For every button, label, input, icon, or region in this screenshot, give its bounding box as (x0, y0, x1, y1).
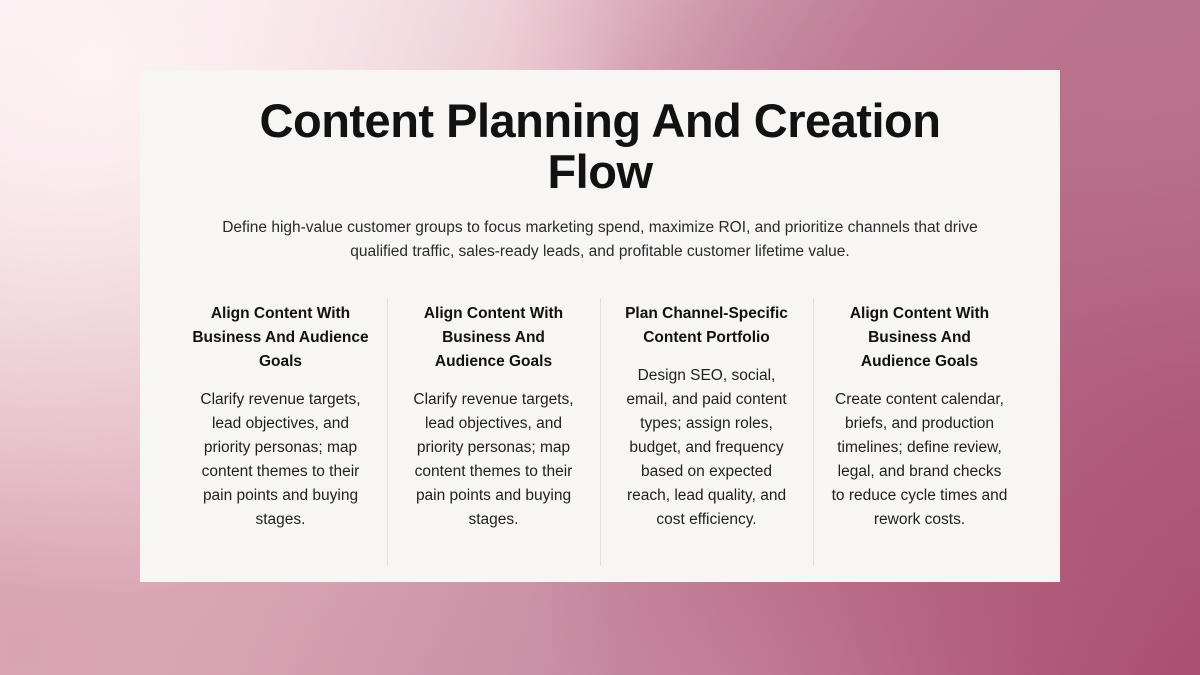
column-heading: Align Content With Business And Audience Goals (192, 304, 369, 370)
column-body: Clarify revenue targets, lead objectives, and priority personas; map content themes to their pain points and buying stages. (200, 390, 361, 528)
column-heading: Plan Channel-Specific Content Portfolio (625, 304, 788, 346)
slide-card (140, 70, 1060, 582)
column-body: Create content calendar, briefs, and production timelines; define review, legal, and brand checks to reduce cycle times and rework costs. (831, 390, 1008, 528)
slide-subtitle: Define high-value customer groups to focus marketing spend, maximize ROI, and prioritize channels that drive qualified traffic, sales-ready leads, and profitable customer lifetime value. (222, 218, 978, 260)
column-item (174, 302, 387, 532)
column-item (387, 302, 600, 532)
column-body: Design SEO, social, email, and paid content types; assign roles, budget, and frequency based on expected reach, lead quality, and cost efficiency. (626, 366, 787, 528)
column-body: Clarify revenue targets, lead objectives, and priority personas; map content themes to their pain points and buying stages. (413, 390, 574, 528)
column-heading: Align Content With Business And Audience Goals (423, 304, 564, 370)
column-item (600, 302, 813, 532)
column-heading: Align Content With Business And Audience Goals (849, 304, 990, 370)
page-title: Content Planning And Creation Flow (259, 94, 941, 198)
column-item (813, 302, 1026, 532)
column-list (174, 302, 1026, 532)
